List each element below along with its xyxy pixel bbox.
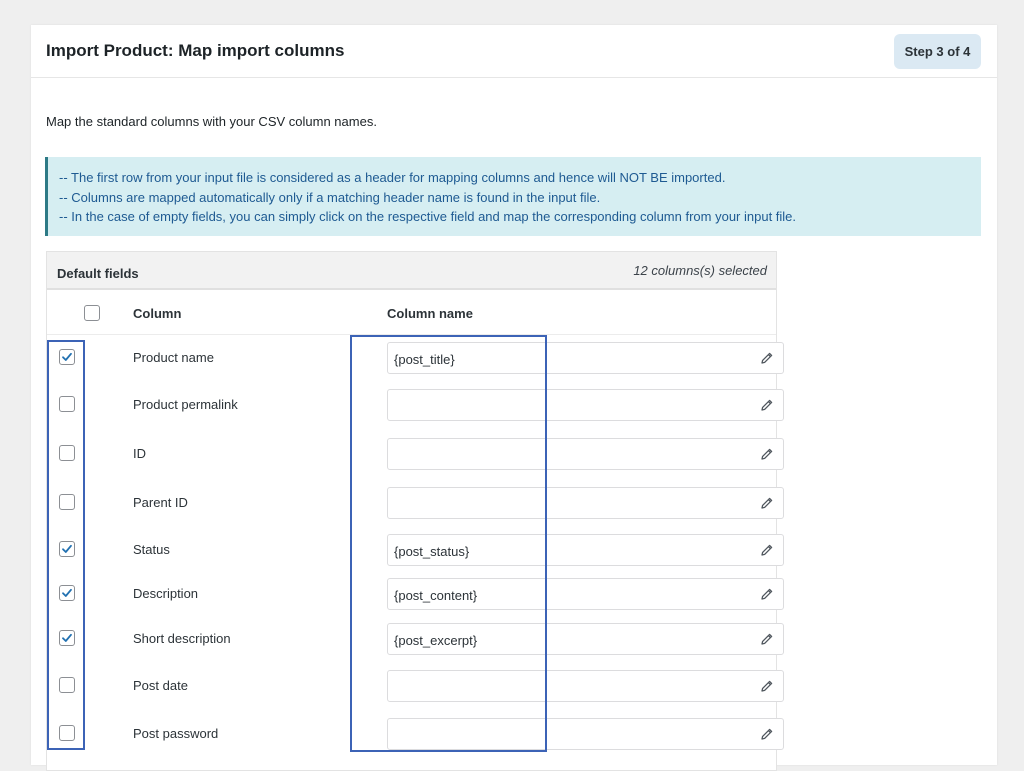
pencil-icon[interactable]	[760, 398, 774, 412]
column-name-highlight	[350, 335, 547, 752]
row-label: Status	[133, 542, 170, 557]
pencil-icon[interactable]	[760, 679, 774, 693]
pencil-icon[interactable]	[760, 496, 774, 510]
column-header-column: Column	[133, 306, 182, 321]
info-line: -- Columns are mapped automatically only if a matching header name is found in the input file.	[59, 189, 601, 205]
select-all-checkbox[interactable]	[84, 305, 100, 321]
row-label: Post date	[133, 678, 188, 693]
pencil-icon[interactable]	[760, 587, 774, 601]
field-value: {post_excerpt}	[394, 633, 478, 648]
pencil-icon[interactable]	[760, 632, 774, 646]
row-label: ID	[133, 446, 146, 461]
row-label: Parent ID	[133, 495, 188, 510]
intro-text: Map the standard columns with your CSV column names.	[46, 114, 377, 129]
page-title: Import Product: Map import columns	[46, 41, 345, 60]
pencil-icon[interactable]	[760, 727, 774, 741]
row-label: Short description	[133, 631, 231, 646]
step-badge: Step 3 of 4	[894, 34, 981, 69]
selected-count: 12 columns(s) selected	[633, 263, 767, 278]
row-label: Description	[133, 586, 199, 601]
field-value: {post_content}	[394, 588, 478, 603]
info-line: -- The first row from your input file is considered as a header for mapping columns and hence will NOT BE imported.	[59, 170, 726, 185]
pencil-icon[interactable]	[760, 447, 774, 461]
field-value: {post_title}	[394, 352, 455, 367]
field-value: {post_status}	[394, 544, 470, 559]
section-title: Default fields	[57, 266, 139, 281]
checkbox-column-highlight	[47, 340, 85, 750]
pencil-icon[interactable]	[760, 543, 774, 557]
column-header-row	[47, 290, 776, 335]
pencil-icon[interactable]	[760, 351, 774, 365]
row-label: Post password	[133, 726, 219, 741]
table-section-header	[47, 252, 776, 290]
card-header	[31, 25, 997, 78]
row-label: Product name	[133, 350, 214, 365]
column-header-column-name: Column name	[387, 306, 473, 321]
info-notice	[45, 157, 981, 236]
info-line: -- In the case of empty fields, you can simply click on the respective field and map the corresponding column from your input file.	[59, 209, 797, 224]
row-label: Product permalink	[133, 397, 238, 412]
